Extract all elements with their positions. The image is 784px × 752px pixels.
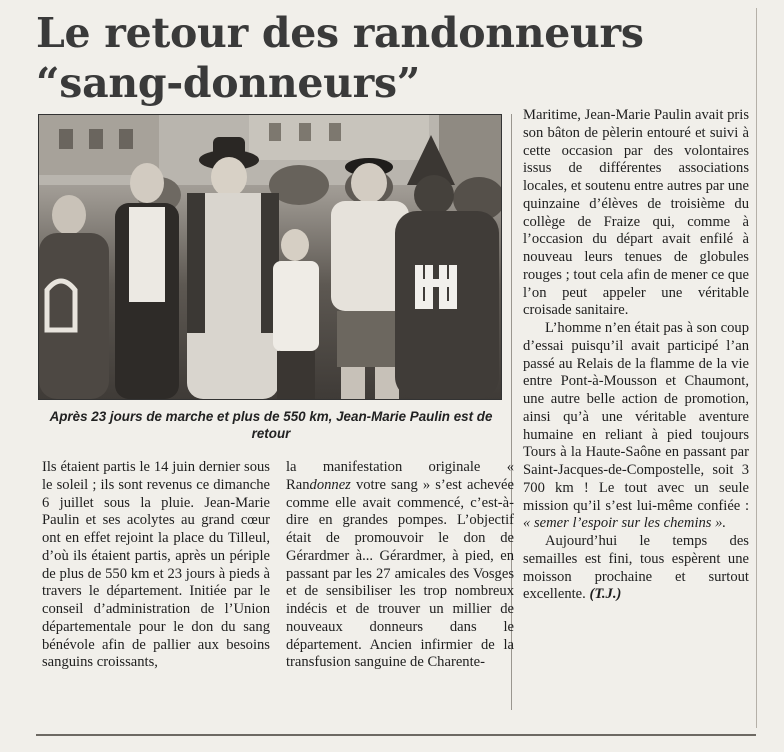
next-article-headline-cropped	[40, 740, 500, 752]
headline-line-1: Le retour des randonneurs	[36, 9, 644, 57]
article-column-2	[286, 459, 514, 672]
adjacent-page-bleed-edge	[756, 0, 784, 80]
article-column-3	[523, 107, 749, 604]
column-3-paragraph-2	[523, 320, 749, 533]
adjacent-page-bleed-text	[460, 62, 780, 112]
column-3-paragraph-1: Maritime, Jean-Marie Paulin avait pris son bâton de pèlerin entouré et suivi à cette occasion par des volontaires issus de différentes associations locales, et soutenu entre autres par une quinzaine d’élèves de troisième du collège de Fraize qui, comme à l’occasion du départ avait enfilé à nouveau leurs tenues de globules rouges ; tout cela afin de mener ce que l’on peut appeler une véritable croisade sanitaire.	[523, 107, 749, 319]
article-photo	[38, 114, 502, 400]
page-edge-divider	[756, 8, 757, 728]
headline-line-2: “sang-donneurs”	[36, 59, 421, 107]
column-3-paragraph-3	[523, 533, 749, 604]
author-signature: (T.J.)	[589, 586, 622, 603]
column-1-text: Ils étaient partis le 14 juin dernier sous le soleil ; ils sont revenus ce dimanche 6 juillet sous la pluie. Jean-Marie Paulin et ses acolytes au grand cœur ont en effet rejoint la place du Tilleul, d’où ils étaient partis, après un périple de plus de 550 km et 23 jours à pieds à travers le département. Initiée par le conseil d’administration de l’Union départementale pour le don du sang bénévole afin de pallier aux besoins sanguins croissants,	[42, 459, 270, 671]
article-bottom-rule	[36, 734, 756, 736]
article-column-1	[42, 459, 270, 672]
column-2-text-start: la manifestation originale « Ran	[286, 459, 514, 493]
column-3-paragraph-3-text: Aujourd’hui le temps des semailles est fini, tous espèrent une moisson prochaine et surtout excellente.	[523, 533, 749, 603]
column-2-italic-word: donnez	[309, 476, 351, 493]
photo-caption: Après 23 jours de marche et plus de 550 km, Jean-Marie Paulin est de retour	[49, 409, 493, 441]
column-2-text-end: votre sang » s’est achevée comme elle avait commencé, c’est-à-dire en grandes pompes. L’objectif était de promouvoir le don de Gérardmer à... Gérardmer, à pied, en passant par les 27 amicales des Vosges et de sensibiliser les trop nombreux indécis et de trouver un millier de nouveaux donneurs dans le département. Ancien infirmier de la transfusion sanguine de Charente-	[286, 476, 514, 671]
column-3-paragraph-2-text: L’homme n’en était pas à son coup d’essai puisqu’il avait participé l’an passé au Relais de la flamme de la vie entre Pont-à-Mousson et Chaumont, une autre belle action de promotion, ainsi qu’à une véritable aventure humaine en reliant à pied toujours Tours à la Haute-Saône en passant par Saint-Jacques-de-Compostelle, soit 3 700 km ! Le tout avec un seule mission qu’il s’est lui-même confiée :	[523, 320, 749, 514]
column-3-quote: « semer l’espoir sur les chemins ».	[523, 515, 727, 532]
walkers-group-illustration	[39, 115, 501, 399]
